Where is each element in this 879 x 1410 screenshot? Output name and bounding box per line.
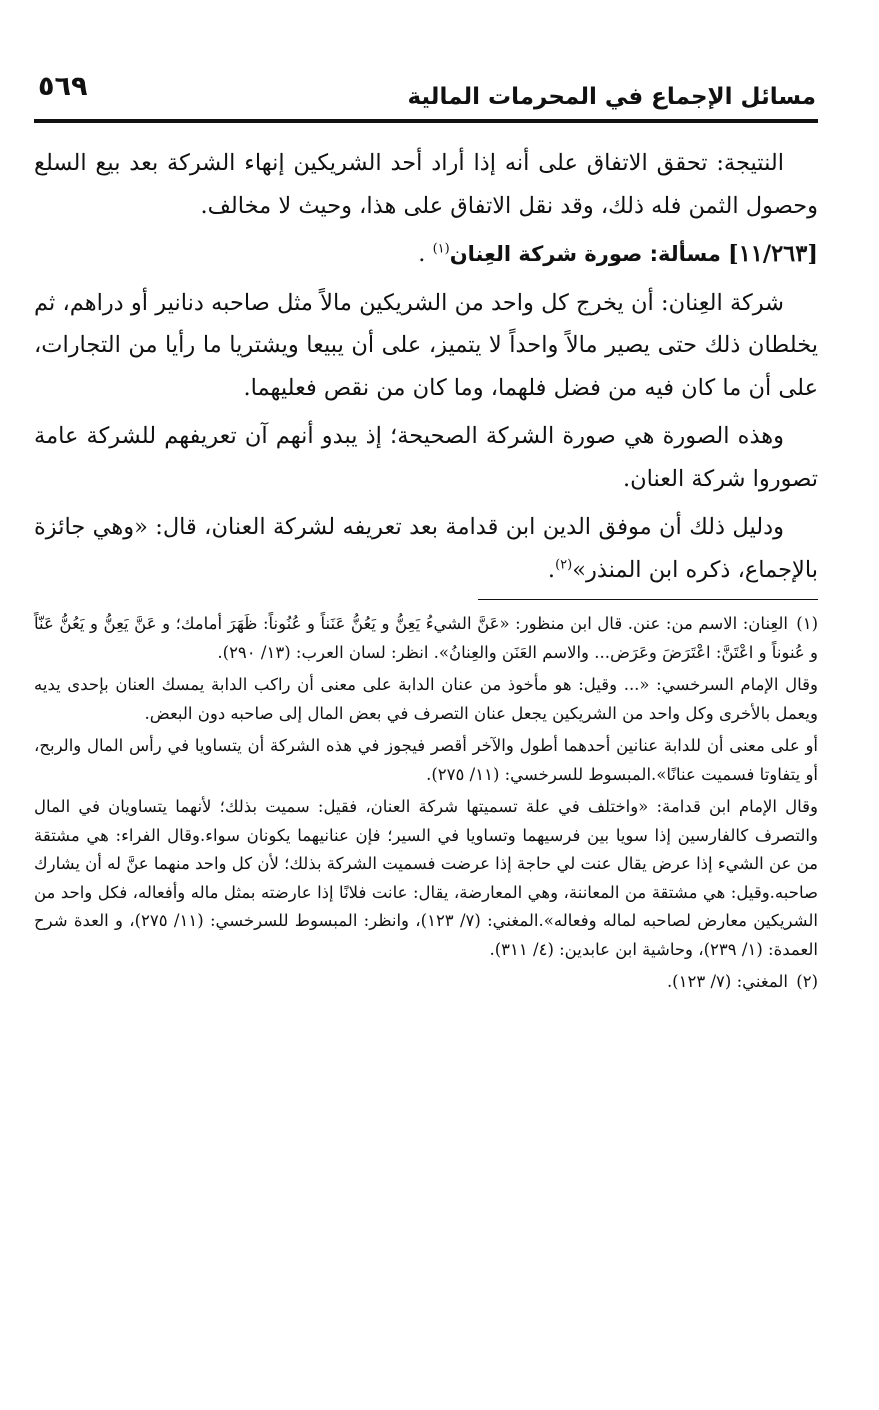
issue-heading-end: . bbox=[418, 241, 433, 267]
paragraph-definition-text: شركة العِنان: أن يخرج كل واحد من الشريكين مالاً مثل صاحبه دنانير أو دراهم، ثم يخلطان ذلك حتى يصير مالاً واحداً لا يتميز، على أن يبيعا ويشتريا ما رأيا من التجارات، على أن ما كان فيه من فضل فلهما، وما كان من نقص فعليهما. bbox=[34, 289, 818, 401]
footnote-2-number: (٢) bbox=[796, 972, 818, 991]
footnote-2 bbox=[34, 968, 818, 997]
paragraph-correct-form bbox=[34, 415, 818, 500]
issue-title: مسألة: صورة شركة العِنان bbox=[449, 242, 721, 266]
footnote-1-text-c: أو على معنى أن للدابة عنانين أحدهما أطول والآخر أقصر فيجوز في هذه الشركة أن يتساويا في رأس المال والربح، أو يتفاوتا فسميت عنانًا».المبسوط للسرخسي: (١١/ ٢٧٥). bbox=[34, 736, 818, 784]
paragraph-correct-form-text: وهذه الصورة هي صورة الشركة الصحيحة؛ إذ يبدو أنهم آن تعريفهم للشركة عامة تصوروا شركة العنان. bbox=[34, 423, 818, 492]
paragraph-result-text: النتيجة: تحقق الاتفاق على أنه إذا أراد أحد الشريكين إنهاء الشركة بعد بيع السلع وحصول الثمن فله ذلك، وقد نقل الاتفاق على هذا، وحيث لا مخالف. bbox=[34, 150, 818, 219]
footnote-1-text-b: وقال الإمام السرخسي: «... وقيل: هو مأخوذ من عنان الدابة على معنى أن راكب الدابة يمسك العنان بإحدى يديه ويعمل بالأخرى وكل واحد من الشريكين يجعل عنان التصرف في بعض المال إلى صاحبه دون البعض. bbox=[34, 675, 818, 723]
paragraph-evidence-end: . bbox=[547, 556, 556, 583]
main-text bbox=[34, 142, 818, 591]
page-header bbox=[34, 58, 818, 120]
footnote-ref-1: (١) bbox=[432, 241, 450, 257]
footnote-separator bbox=[478, 599, 818, 600]
book-page bbox=[34, 58, 818, 1358]
footnotes bbox=[34, 610, 818, 997]
footnote-ref-2: (٢) bbox=[555, 557, 573, 572]
page-number: ٥٦٩ bbox=[38, 71, 88, 102]
paragraph-evidence-text: ودليل ذلك أن موفق الدين ابن قدامة بعد تعريفه لشركة العنان، قال: «وهي جائزة بالإجماع، ذكره ابن المنذر» bbox=[34, 514, 818, 583]
footnote-1-part-d bbox=[34, 793, 818, 964]
issue-number: [١١/٢٦٣] bbox=[728, 241, 818, 267]
footnote-1-text-d: وقال الإمام ابن قدامة: «واختلف في علة تسميتها شركة العنان، فقيل: سميت بذلك؛ لأنهما يتساويان في المال والتصرف كالفارسين إذا سويا بين فرسيهما وتساويا في السير؛ فإن عنانيهما يكونان سواء.وقال الفراء: هي مشتقة من عن الشيء إذا عرض يقال عنت لي حاجة إذا عرضت فسميت الشركة بذلك؛ لأن كل واحد منهما عنَّ له أن يشارك صاحبه.وقيل: هي مشتقة من المعاننة، وهي المعارضة، يقال: عانت فلانًا إذا عارضته بمثل ماله وأفعاله، فكل واحد من الشريكين معارض لصاحبه لماله وفعاله».المغني: (٧/ ١٢٣)، وانظر: المبسوط للسرخسي: (١١/ ٢٧٥)، و العدة شرح العمدة: (١/ ٢٣٩)، وحاشية ابن عابدين: (٤/ ٣١١). bbox=[34, 797, 818, 959]
footnote-1-part-b bbox=[34, 671, 818, 728]
footnote-2-text: المغني: (٧/ ١٢٣). bbox=[666, 972, 788, 991]
header-rule bbox=[34, 119, 818, 123]
footnote-1 bbox=[34, 610, 818, 667]
footnote-1-number: (١) bbox=[796, 614, 818, 633]
paragraph-definition bbox=[34, 282, 818, 410]
paragraph-evidence bbox=[34, 506, 818, 591]
footnote-1-text-a: العِنان: الاسم من: عنن. قال ابن منظور: «عَنَّ الشيءُ يَعِنُّ و يَعُنُّ عَنَناً و عُنُوناً: ظَهَرَ أمامك؛ و عَنَّ يَعِنُّ و يَعُنُّ عَنّاً و عُنوناً و اعْتَنَّ: اعْتَرَضَ وعَرَض... والاسم العَنَن والعِنانُ». انظر: لسان العرب: (١٣/ ٢٩٠). bbox=[34, 614, 818, 662]
running-title: مسائل الإجماع في المحرمات المالية bbox=[407, 84, 816, 110]
paragraph-result bbox=[34, 142, 818, 227]
issue-heading bbox=[34, 233, 818, 276]
footnote-1-part-c bbox=[34, 732, 818, 789]
